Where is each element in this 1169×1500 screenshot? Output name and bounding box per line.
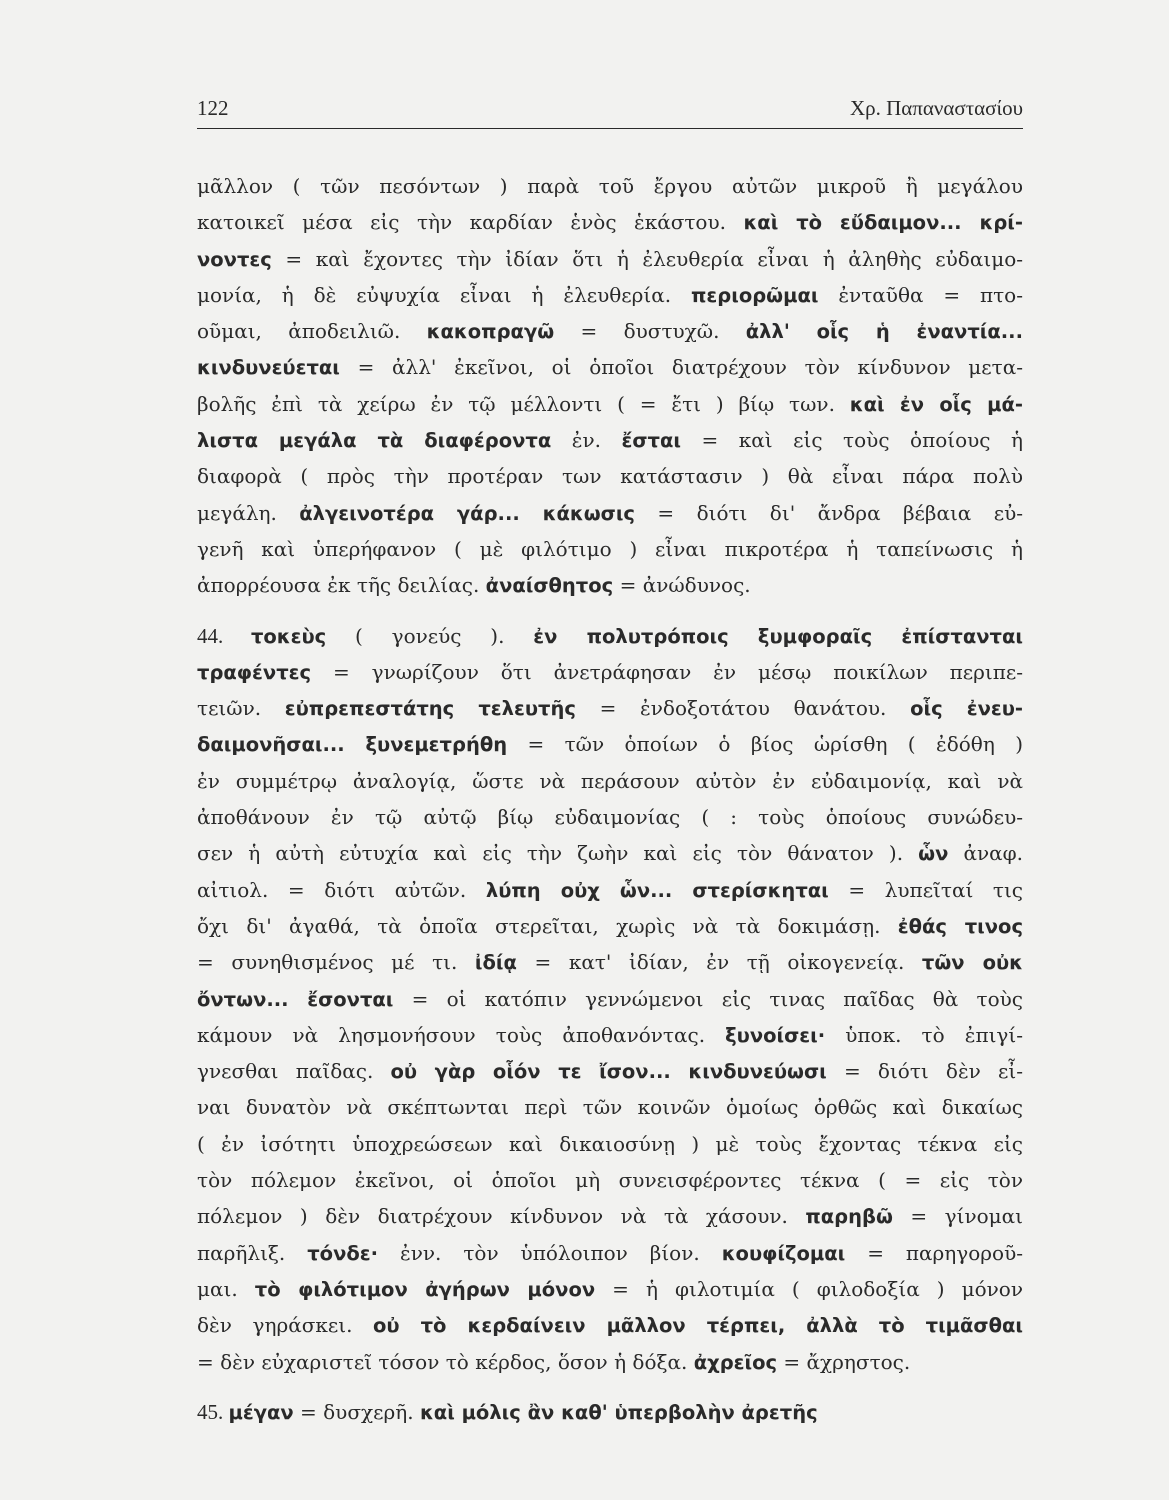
lemma: εὐπρεπεστάτης τελευτῆς <box>284 697 576 721</box>
lemma: οὐ γὰρ οἷόν τε ἴσον... κινδυνεύωσι <box>390 1060 827 1084</box>
lemma: καὶ ἐν οἷς μά- <box>849 392 1023 416</box>
text-line <box>197 908 1023 944</box>
lemma: τραφέντες <box>197 660 312 684</box>
lemma: ἀχρεῖος <box>693 1350 778 1374</box>
gloss-text: πόλεμον ) δὲν διατρέχουν κίνδυνον νὰ τὰ χάσουν. <box>197 1204 806 1229</box>
text-line <box>197 763 1023 799</box>
gloss-text: = καὶ ἔχοντες τὴν ἰδίαν ὅτι ἡ ἐλευθερία εἶναι ἡ ἀληθὴς εὐδαιμο- <box>271 246 1023 271</box>
text-line <box>197 726 1023 762</box>
text-line <box>197 277 1023 313</box>
text-line <box>197 1162 1023 1198</box>
text-line <box>197 168 1023 204</box>
gloss-text: ἐν. <box>551 428 622 453</box>
text-line <box>197 654 1023 690</box>
gloss-text: διαφορὰ ( πρὸς τὴν προτέραν των κατάστασιν ) θὰ εἶναι πάρα πολὺ <box>197 464 1023 489</box>
gloss-text: ὑποκ. τὸ ἐπιγί- <box>825 1022 1023 1047</box>
text-line <box>197 872 1023 908</box>
gloss-text: γενῆ καὶ ὑπερήφανον ( μὲ φιλότιμο ) εἶναι πικροτέρα ἡ ταπείνωσις ἡ <box>197 536 1023 561</box>
lemma: νοντες <box>197 247 272 271</box>
running-head: Χρ. Παπαναστασίου <box>849 96 1023 120</box>
lemma: δαιμονῆσαι... ξυνεμετρήθη <box>197 733 508 757</box>
lemma: περιορῶμαι <box>690 283 819 307</box>
gloss-text: ἐν συμμέτρῳ ἀναλογίᾳ, ὥστε νὰ περάσουν αὐτὸν ἐν εὐδαιμονίᾳ, καὶ νὰ <box>197 768 1023 793</box>
lemma: τοκεὺς <box>250 624 327 648</box>
lemma: οὐ τὸ κερδαίνειν μᾶλλον τέρπει, ἀλλὰ τὸ τιμᾶσθαι <box>373 1314 1023 1338</box>
gloss-text: ( ἐν ἰσότητι ὑποχρεώσεων καὶ δικαιοσύνῃ ) μὲ τοὺς ἔχοντας τέκνα εἰς <box>197 1131 1023 1156</box>
lemma: τῶν οὐκ <box>921 951 1023 975</box>
gloss-text: μεγάλη. <box>197 500 300 525</box>
gloss-text: = τῶν ὁποίων ὁ βίος ὡρίσθη ( ἐδόθη ) <box>507 732 1023 757</box>
text-line <box>197 1126 1023 1162</box>
text-line <box>197 799 1023 835</box>
lemma: οἷς ἐνευ- <box>910 697 1023 721</box>
text-line <box>197 495 1023 531</box>
lemma: κινδυνεύεται <box>197 356 340 380</box>
text-line <box>197 1271 1023 1307</box>
gloss-text: τὸν πόλεμον ἐκεῖνοι, οἱ ὁποῖοι μὴ συνεισφέροντες τέκνα ( = εἰς τὸν <box>197 1168 1023 1193</box>
section-number: 44. <box>197 623 251 648</box>
gloss-text: = ἀλλ' ἐκεῖνοι, οἱ ὁποῖοι διατρέχουν τὸν κίνδυνον μετα- <box>339 355 1023 380</box>
gloss-text: = συνηθισμένος μέ τι. <box>197 950 475 975</box>
gloss-text: = ἄχρηστος. <box>777 1349 911 1374</box>
gloss-text: μαι. <box>197 1276 255 1301</box>
gloss-text: δὲν γηράσκει. <box>197 1313 374 1338</box>
commentary-text <box>197 168 1023 1430</box>
text-line <box>197 1235 1023 1271</box>
gloss-text: ἀποθάνουν ἐν τῷ αὐτῷ βίῳ εὐδαιμονίας ( : τοὺς ὁποίους συνώδευ- <box>197 805 1023 830</box>
text-line <box>197 1017 1023 1053</box>
text-line <box>197 1089 1023 1125</box>
text-line <box>197 567 1023 603</box>
text-line <box>197 944 1023 980</box>
gloss-text: παρῆλιξ. <box>197 1240 308 1265</box>
gloss-text: = οἱ κατόπιν γεννώμενοι εἰς τινας παῖδας θὰ τοὺς <box>393 986 1023 1011</box>
gloss-text: ἀναφ. <box>948 841 1023 866</box>
lemma: λιστα μεγάλα τὰ διαφέροντα <box>197 429 552 453</box>
gloss-text: ὄχι δι' ἀγαθά, τὰ ὁποῖα στερεῖται, χωρὶς νὰ τὰ δοκιμάσῃ. <box>197 913 898 938</box>
section-number: 45. <box>197 1399 229 1424</box>
gloss-text: σεν ἡ αὐτὴ εὐτυχία καὶ εἰς τὴν ζωὴν καὶ εἰς τὸν θάνατον ). <box>197 841 919 866</box>
header-rule <box>197 128 1023 129</box>
lemma: ὧν <box>918 842 949 866</box>
lemma: ἀλγεινοτέρα γάρ... κάκωσις <box>299 501 635 525</box>
gloss-text: = κατ' ἰδίαν, ἐν τῇ οἰκογενείᾳ. <box>516 950 922 975</box>
lemma: παρηβῶ <box>805 1205 893 1229</box>
gloss-text: αἰτιολ. = διότι αὐτῶν. <box>197 877 486 902</box>
gloss-text: κάμουν νὰ λησμονήσουν τοὺς ἀποθανόντας. <box>197 1022 726 1047</box>
gloss-text: = δυστυχῶ. <box>554 319 746 344</box>
text-line <box>197 981 1023 1017</box>
gloss-text: = γνωρίζουν ὅτι ἀνετράφησαν ἐν μέσῳ ποικίλων περιπε- <box>311 659 1023 684</box>
lemma: μέγαν <box>228 1400 294 1424</box>
text-line <box>197 531 1023 567</box>
lemma: ἐθάς τινος <box>897 914 1023 938</box>
page-header <box>197 96 1023 130</box>
gloss-text: ἀπορρέουσα ἐκ τῆς δειλίας. <box>197 573 486 598</box>
gloss-text: μᾶλλον ( τῶν πεσόντων ) παρὰ τοῦ ἔργου αὐτῶν μικροῦ ἢ μεγάλου <box>197 174 1023 198</box>
gloss-text: κατοικεῖ μέσα εἰς τὴν καρδίαν ἑνὸς ἑκάστου. <box>197 210 744 235</box>
gloss-text: ναι δυνατὸν νὰ σκέπτωνται περὶ τῶν κοινῶν ὁμοίως ὀρθῶς καὶ δικαίως <box>197 1095 1023 1120</box>
lemma: κακοπραγῶ <box>426 320 555 344</box>
text-line <box>197 386 1023 422</box>
lemma: ξυνοίσει· <box>725 1023 826 1047</box>
gloss-text: ἐνταῦθα = πτο- <box>818 282 1023 307</box>
gloss-text: = διότι δὲν εἶ- <box>826 1059 1023 1084</box>
page-number: 122 <box>197 96 229 120</box>
text-line <box>197 313 1023 349</box>
gloss-text: γνεσθαι παῖδας. <box>197 1059 391 1084</box>
text-line <box>197 690 1023 726</box>
lemma: καὶ τὸ εὔδαιμον... κρί- <box>743 211 1023 235</box>
text-line <box>197 1394 1023 1430</box>
gloss-text: = διότι δι' ἄνδρα βέβαια εὐ- <box>635 500 1023 525</box>
text-line <box>197 1053 1023 1089</box>
text-line <box>197 422 1023 458</box>
text-line <box>197 1344 1023 1380</box>
text-line <box>197 204 1023 240</box>
text-line <box>197 835 1023 871</box>
gloss-text: = γίνομαι <box>892 1204 1023 1229</box>
text-line <box>197 1307 1023 1343</box>
gloss-text: = καὶ εἰς τοὺς ὁποίους ἡ <box>681 428 1023 453</box>
gloss-text: = ἐνδοξοτάτου θανάτου. <box>575 696 911 721</box>
lemma: ὄντων... ἔσονται <box>197 987 394 1011</box>
lemma: ἀναίσθητος <box>485 574 614 598</box>
lemma: ἐν πολυτρόποις ξυμφοραῖς ἐπίστανται <box>533 624 1023 648</box>
lemma: ἀλλ' οἷς ἡ ἐναντία... <box>745 320 1023 344</box>
gloss-text: = δὲν εὐχαριστεῖ τόσον τὸ κέρδος, ὅσον ἡ δόξα. <box>197 1349 694 1374</box>
gloss-text: ἐνν. τὸν ὑπόλοιπον βίον. <box>378 1240 722 1265</box>
lemma: κουφίζομαι <box>721 1241 846 1265</box>
gloss-text: ( γονεύς ). <box>326 623 534 648</box>
gloss-text: τειῶν. <box>197 696 285 721</box>
gloss-text: οῦμαι, ἀποδειλιῶ. <box>197 319 427 344</box>
text-line <box>197 618 1023 654</box>
lemma: τὸ φιλότιμον ἀγήρων μόνον <box>254 1277 596 1301</box>
gloss-text: = ἀνώδυνος. <box>613 573 751 598</box>
lemma: ἔσται <box>621 429 681 453</box>
lemma: καὶ μόλις ἂν καθ' ὑπερβολὴν ἀρετῆς <box>419 1400 818 1424</box>
lemma: λύπη οὐχ ὧν... στερίσκηται <box>485 878 829 902</box>
text-line <box>197 458 1023 494</box>
text-line <box>197 1198 1023 1234</box>
gloss-text: = λυπεῖταί τις <box>828 877 1023 902</box>
gloss-text: μονία, ἡ δὲ εὐψυχία εἶναι ἡ ἐλευθερία. <box>197 282 691 307</box>
gloss-text: βολῆς ἐπὶ τὰ χείρω ἐν τῷ μέλλοντι ( = ἔτι ) βίῳ των. <box>197 391 850 416</box>
text-line <box>197 241 1023 277</box>
gloss-text: = δυσχερῆ. <box>293 1399 420 1424</box>
text-line <box>197 349 1023 385</box>
gloss-text: = ἡ φιλοτιμία ( φιλοδοξία ) μόνον <box>595 1276 1023 1301</box>
gloss-text: = παρηγοροῦ- <box>845 1240 1023 1265</box>
lemma: ἰδίᾳ <box>474 951 517 975</box>
lemma: τόνδε· <box>307 1241 379 1265</box>
